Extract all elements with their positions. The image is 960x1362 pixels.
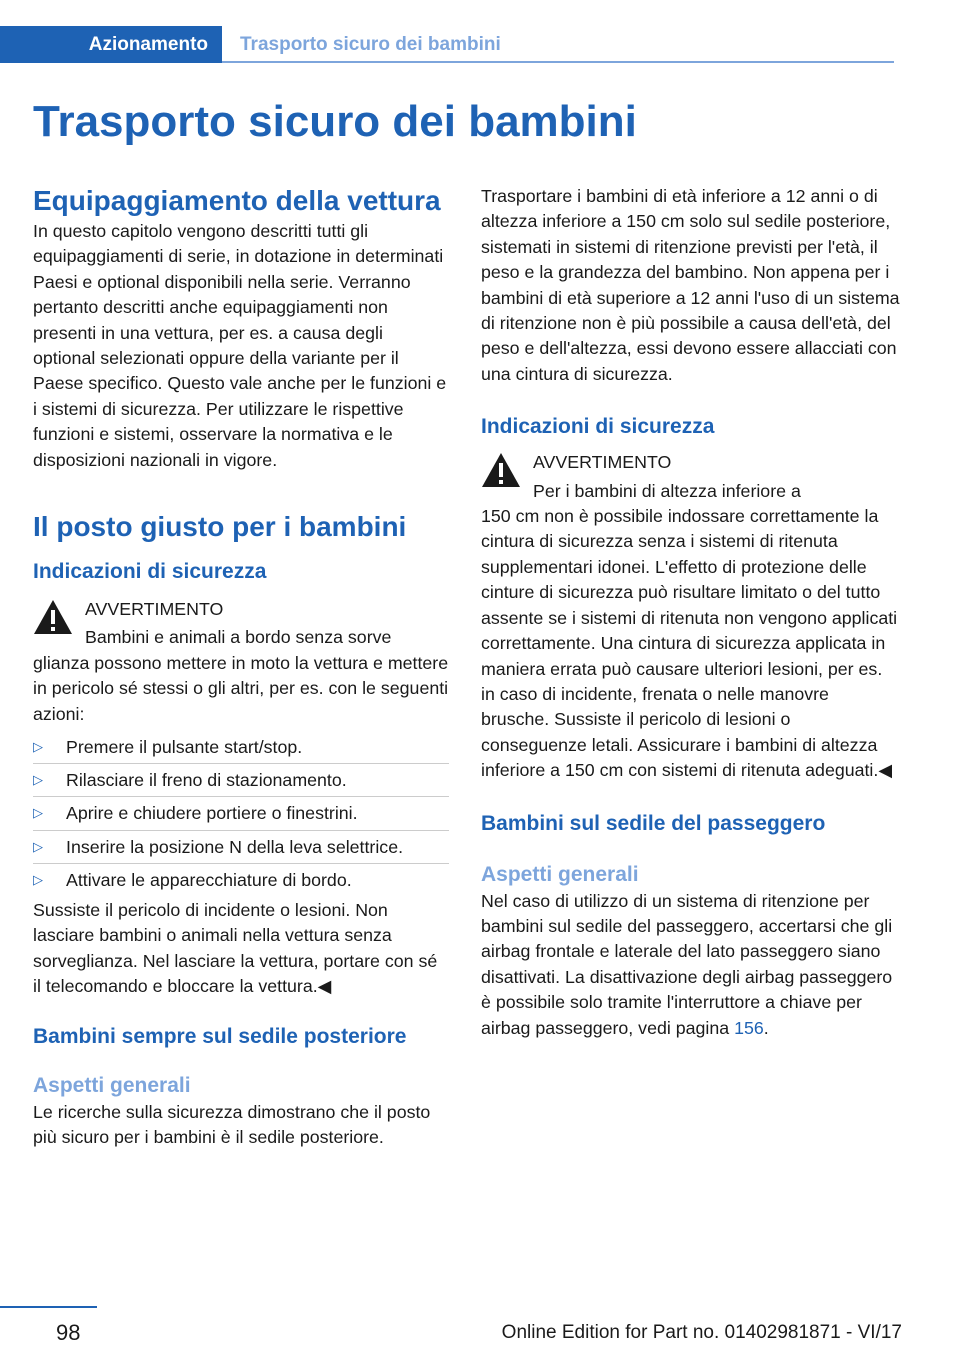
warning-triangle-icon bbox=[33, 599, 73, 635]
paragraph-equipaggiamento: In questo capitolo vengono descritti tutti gli equipaggiamenti di serie, in dotazione in determinati Paesi e optional disponibili nella serie. Verranno pertanto descritti anche equipaggiamenti non presenti in una vettura, per es. a causa degli optional selezionati oppure della variante per il Paese specifico. Questo vale anche per le funzioni e i sistemi di sicurezza. Per utilizzare le rispettive funzioni e sistemi, osservare la normativa e le disposizioni nazionali in vigore. bbox=[33, 221, 447, 470]
bullet-triangle-icon: ▷ bbox=[33, 871, 43, 887]
warning-text-first-line: Bambini e animali a bordo senza sorve bbox=[85, 627, 392, 648]
heading-equipaggiamento: Equipaggiamento della vettura bbox=[33, 185, 441, 216]
warning-text: glianza possono mettere in moto la vettura e mettere in pericolo sé stessi o gli altri, per es. con le seguenti azioni: bbox=[33, 652, 449, 724]
heading-sedile-passeggero: Bambini sul sedile del passeggero bbox=[481, 811, 826, 835]
warning-text-2: 150 cm non è possibile indossare correttamente la cintura di sicurezza senza i sistemi di ritenuta supplementari idonei. L'effetto di protezione delle cinture di sicurezza può risultare limitato o del tutto assente se i sistemi di ritenuta non vengono applicati correttamente. Una cintura di sicurezza applicata in maniera errata può causare ulteriori lesioni, per es. in caso di incidente, frenata o nelle manovre brusche. Sussiste il pericolo di lesioni o conseguenze letali. Assicurare i bambini di altezza inferiore a 150 cm con sistemi di ritenuta adeguati.◀ bbox=[481, 506, 898, 781]
right-column bbox=[481, 184, 901, 1041]
warning-title-2: AVVERTIMENTO bbox=[533, 452, 672, 473]
warning-title: AVVERTIMENTO bbox=[85, 599, 224, 620]
header-chapter-tab: Trasporto sicuro dei bambini bbox=[240, 33, 501, 55]
left-column bbox=[33, 184, 449, 1150]
footer-rule bbox=[0, 1306, 97, 1308]
bullet-triangle-icon: ▷ bbox=[33, 805, 43, 821]
heading-posto-giusto: Il posto giusto per i bambini bbox=[33, 511, 407, 543]
list-item: ▷ Rilasciare il freno di stazionamento. bbox=[33, 763, 449, 796]
bullet-triangle-icon: ▷ bbox=[33, 739, 43, 755]
page-title: Trasporto sicuro dei bambini bbox=[33, 97, 637, 146]
heading-aspetti-generali-2: Aspetti generali bbox=[481, 862, 639, 886]
warning-block bbox=[33, 597, 449, 727]
page-reference-link[interactable]: 156 bbox=[734, 1017, 764, 1038]
list-item: ▷ Premere il pulsante start/stop. bbox=[33, 731, 449, 763]
list-item: ▷ Attivare le apparecchiature di bordo. bbox=[33, 863, 449, 896]
heading-indicazioni-sicurezza: Indicazioni di sicurezza bbox=[33, 560, 267, 584]
warning-text-first-line-2: Per i bambini di altezza inferiore a bbox=[533, 480, 801, 501]
list-item: ▷ Aprire e chiudere portiere o finestrini. bbox=[33, 796, 449, 829]
page-number: 98 bbox=[56, 1320, 81, 1345]
paragraph-aspetti-generali: Le ricerche sulla sicurezza dimostrano che il posto più sicuro per i bambini è il sedile posteriore. bbox=[33, 1101, 431, 1148]
warning-triangle-icon bbox=[481, 452, 521, 488]
heading-sedile-posteriore: Bambini sempre sul sedile posteriore bbox=[33, 1024, 407, 1048]
bullet-triangle-icon: ▷ bbox=[33, 838, 43, 854]
list-item: ▷ Inserire la posizione N della leva selettrice. bbox=[33, 830, 449, 863]
paragraph-passeggero: Nel caso di utilizzo di un sistema di ritenzione per bambini sul sedile del passeggero, accertarsi che gli airbag frontale e laterale del lato passeggero siano disattivati. La disattivazione degli airbag passeggero è possibile solo tramite l'interruttore a chiave per airbag passeggero, vedi pagina 156. bbox=[481, 890, 893, 1038]
heading-aspetti-generali: Aspetti generali bbox=[33, 1073, 191, 1097]
header-rule bbox=[222, 61, 894, 63]
paragraph-trasportare: Trasportare i bambini di età inferiore a 12 anni o di altezza inferiore a 150 cm solo sul sedile posteriore, sistemati in sistemi di ritenzione previsti per l'età, il peso e la grandezza del bambino. Non appena per i bambini di età superiore a 12 anni l'uso di un sistema di ritenzione non è più possibile a causa dell'età, del peso e dell'altezza, essi devono essere allacciati con una cintura di sicurezza. bbox=[481, 186, 900, 384]
heading-indicazioni-sicurezza-2: Indicazioni di sicurezza bbox=[481, 415, 715, 439]
header-section-tab: Azionamento bbox=[0, 26, 222, 63]
action-list bbox=[33, 731, 449, 896]
footer-edition: Online Edition for Part no. 01402981871 - VI/17 bbox=[501, 1322, 902, 1343]
bullet-triangle-icon: ▷ bbox=[33, 772, 43, 788]
warning-block-2 bbox=[481, 450, 901, 783]
paragraph-pericolo: Sussiste il pericolo di incidente o lesioni. Non lasciare bambini o animali nella vettura senza sorveglianza. Nel lasciare la vettura, portare con sé il telecomando e bloccare la vettura.◀ bbox=[33, 900, 438, 997]
